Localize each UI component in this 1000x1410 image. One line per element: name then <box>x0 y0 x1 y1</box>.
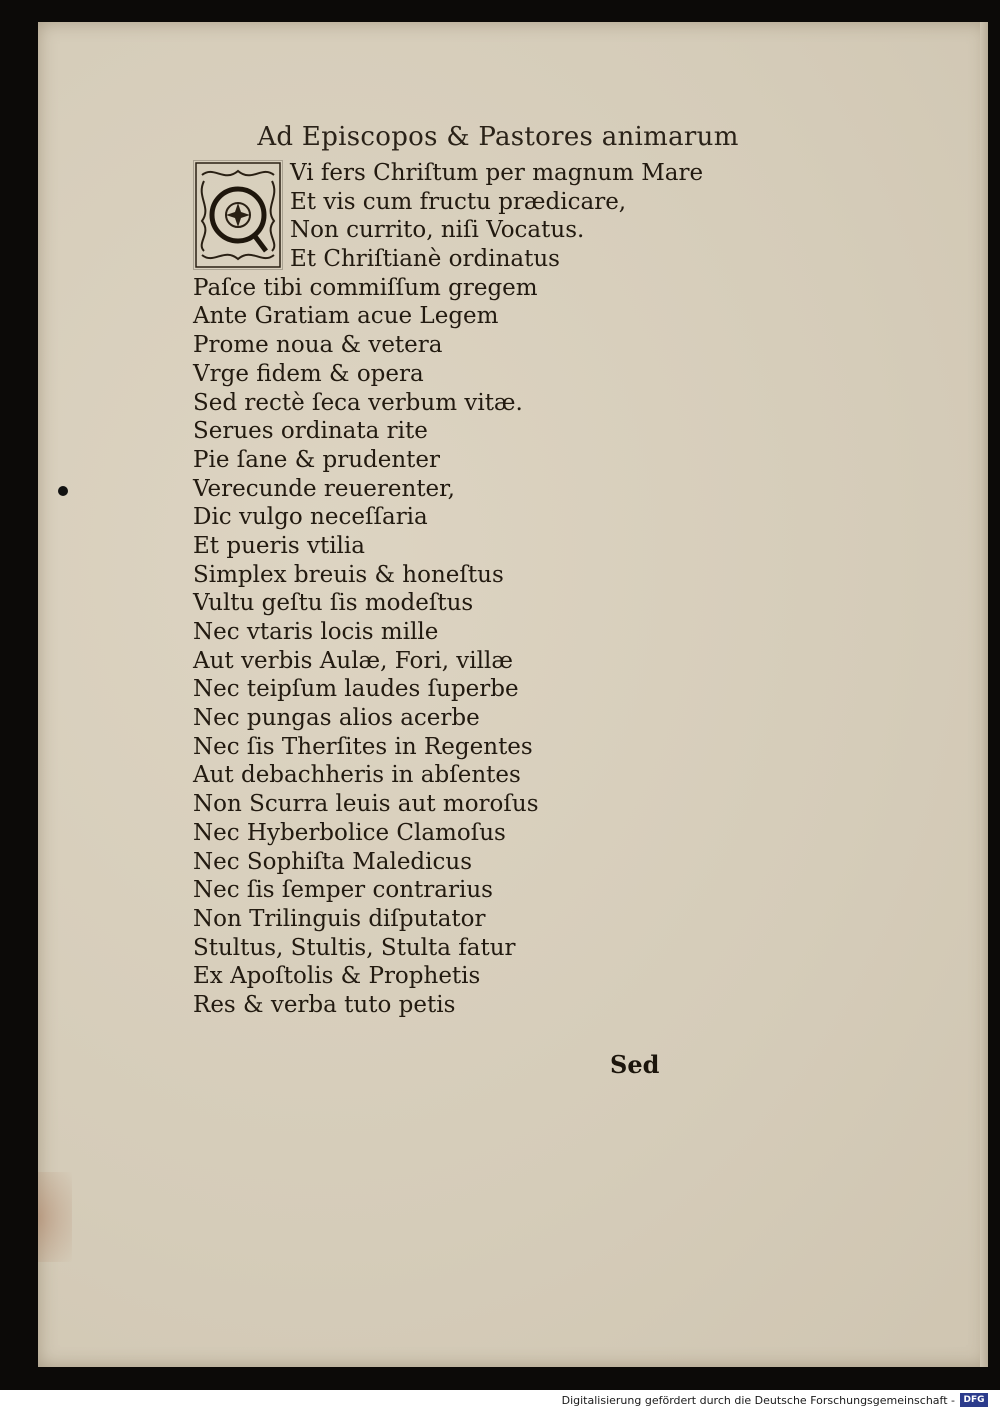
verse-line: Et pueris vtilia <box>193 532 365 559</box>
verse-line: Serues ordinata rite <box>193 418 428 445</box>
verse-line: Nec teipſum laudes ſuperbe <box>193 676 519 703</box>
margin-dot <box>58 486 68 496</box>
verse-line: Prome noua & vetera <box>193 332 443 359</box>
dfg-logo: DFG <box>960 1393 988 1407</box>
verse-line: Nec Sophiſta Maledicus <box>193 848 473 875</box>
verse-line: Stultus, Stultis, Stulta fatur <box>193 934 516 961</box>
verse-line: Nec Hyberbolice Clamoſus <box>193 819 506 846</box>
verse-line: Et vis cum fructu prædicare, <box>290 188 627 215</box>
verse-line: Sed rectè ſeca verbum vitæ. <box>193 389 523 416</box>
funding-credit: Digitalisierung gefördert durch die Deutsche Forschungsgemeinschaft - <box>561 1394 955 1407</box>
verse-line: Ante Gratiam acue Legem <box>193 303 499 330</box>
verse-line: Et Chriſtianè ordinatus <box>290 246 560 273</box>
verse-line: Non currito, niſi Vocatus. <box>290 217 585 244</box>
verse-line: Paſce tibi commiſſum gregem <box>193 274 538 301</box>
verse-line: Nec pungas alios acerbe <box>193 705 480 732</box>
verse-line: Pie ſane & prudenter <box>193 446 441 473</box>
verse-line: Res & verba tuto petis <box>193 991 456 1018</box>
verse-lines <box>193 159 753 1020</box>
verse-line: Ex Apoſtolis & Prophetis <box>193 963 481 990</box>
verse-line: Dic vulgo neceſſaria <box>193 504 428 531</box>
page-title-text: Ad Episcopos & Pastores animarum <box>257 122 739 152</box>
verse-line: Verecunde reuerenter, <box>193 475 455 502</box>
verse-line: Nec ſis Therſites in Regentes <box>193 733 533 760</box>
verse-line: Nec vtaris locis mille <box>193 619 439 645</box>
verse-line: Non Scurra leuis aut moroſus <box>193 791 539 818</box>
verse-line: Vultu geſtu ſis modeſtus <box>193 590 474 617</box>
verse-line: Non Trilinguis diſputator <box>193 905 486 932</box>
verse-line: Vrge fidem & opera <box>193 360 424 387</box>
verse-line: Nec ſis ſemper contrarius <box>193 877 493 904</box>
page-stain <box>38 1172 72 1262</box>
verse-line: Vi fers Chriſtum per magnum Mare <box>290 160 704 186</box>
page-edge <box>980 22 988 1367</box>
book-page <box>38 22 988 1367</box>
verse-line: Simplex breuis & honeſtus <box>193 561 504 588</box>
page-title <box>38 122 988 152</box>
verse-line: Aut verbis Aulæ, Fori, villæ <box>193 647 513 674</box>
verse-line: Aut debachheris in abſentes <box>193 762 521 789</box>
catchword: Sed <box>610 1050 660 1079</box>
